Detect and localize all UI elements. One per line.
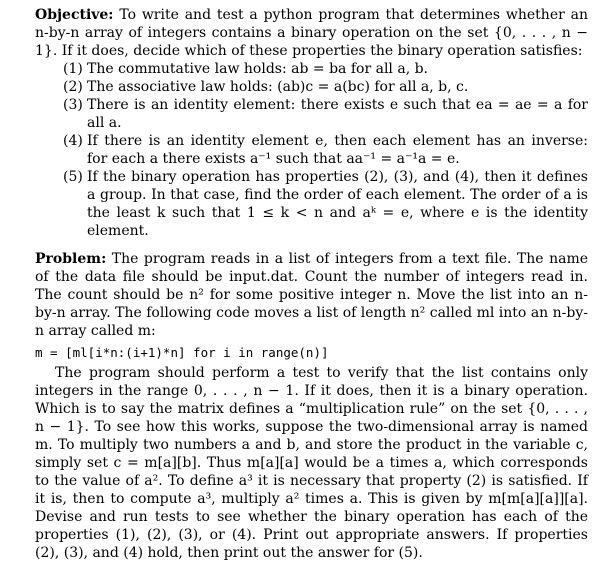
code-snippet: m = [ml[i*n:(i+1)*n] for i in range(n)] xyxy=(35,345,329,360)
property-list xyxy=(35,60,588,240)
property-item xyxy=(63,132,588,168)
problem-label: Problem: xyxy=(35,251,107,267)
property-number: (2) xyxy=(63,79,83,95)
property-item xyxy=(63,96,588,132)
section-spacer xyxy=(35,240,588,250)
property-item xyxy=(63,60,588,78)
property-number: (3) xyxy=(63,97,83,113)
property-text: There is an identity element: there exists e such that ea = ae = a for all a. xyxy=(87,97,588,131)
objective-intro xyxy=(35,6,588,60)
property-item xyxy=(63,168,588,240)
problem-text-1: The program reads in a list of integers from a text file. The name of the data file should be input.dat. Count the number of integers read in. The count should be n² for some positive integer n. Move the list into an n-by-n array. The following code moves a list of length n² called ml into an n-by-n array called m: xyxy=(35,251,589,339)
property-item xyxy=(63,78,588,96)
objective-label: Objective: xyxy=(35,7,114,23)
property-number: (1) xyxy=(63,61,83,77)
problem-text-2: The program should perform a test to verify that the list contains only integers in the range 0, . . . , n − 1. If it does, then it is a binary operation. Which is to say the matrix defines a “multiplication rule” on the set {0, . . . , n − 1}. To see how this works, suppose the two-dimensional array is named m. To multiply two numbers a and b, and store the product in the variable c, simply set c = m[a][b]. Thus m[a][a] would be a times a, which corresponds to the value of a². To define a³ it is necessary that property (2) is satisfied. If it is, then to compute a³, multiply a² times a. This is given by m[m[a][a]][a]. Devise and run tests to see whether the binary operation has each of the properties (1), (2), (3), or (4). Print out appropriate answers. If properties (2), (3), and (4) hold, then print out the answer for (5). xyxy=(35,365,588,561)
property-text: If there is an identity element e, then each element has an inverse: for each a there exists a⁻¹ such that aa⁻¹ = a⁻¹a = e. xyxy=(87,133,588,167)
property-text: The commutative law holds: ab = ba for all a, b. xyxy=(87,61,429,77)
property-text: The associative law holds: (ab)c = a(bc) for all a, b, c. xyxy=(87,79,469,95)
property-number: (4) xyxy=(63,133,83,149)
objective-intro-text: To write and test a python program that determines whether an n-by-n array of integers contains a binary operation on the set {0, . . . , n − 1}. If it does, decide which of these properties the binary operation satisfies: xyxy=(35,7,588,59)
problem-intro xyxy=(35,250,588,340)
property-text: If the binary operation has properties (2), (3), and (4), then it defines a group. In that case, find the order of each element. The order of a is the least k such that 1 ≤ k < n and aᵏ = e, where e is the identity element. xyxy=(87,169,588,239)
property-number: (5) xyxy=(63,169,83,185)
